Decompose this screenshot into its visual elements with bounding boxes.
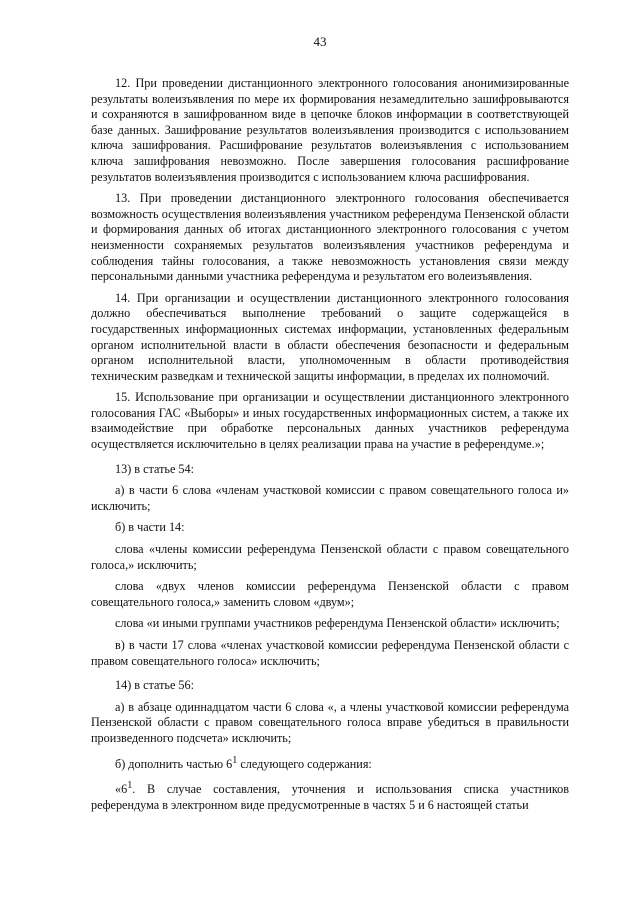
item-14-article-56: 14) в статье 56:	[115, 678, 194, 693]
item-a-paragraph-11: а) в абзаце одиннадцатом части 6 слова «, а члены участковой комиссии референдума Пензенской области с правом совещательного голоса вправе убедиться в правильности произведенного подсчета» исключить;	[91, 699, 569, 745]
item-b-text-start: б) дополнить частью 6	[115, 756, 233, 771]
words-clause-2: слова «двух членов комиссии референдума Пензенской области с правом совещательного голоса,» заменить словом «двум»;	[91, 579, 569, 609]
paragraph-15: 15. Использование при организации и осуществлении дистанционного электронного голосования ГАС «Выборы» и иных государственных информационных систем, а также их взаимодействие при обработке персональных данных участников референдума осуществляется исключительно в целях реализации права на участие в референдуме.»;	[91, 390, 569, 452]
item-b-text-end: следующего содержания:	[237, 756, 372, 771]
page-number: 43	[313, 34, 327, 49]
words-clause-3: слова «и иными группами участников референдума Пензенской области» исключить;	[115, 616, 560, 631]
superscript: 1	[232, 754, 238, 766]
new-part-start: «6	[115, 782, 128, 797]
document-body	[91, 76, 569, 813]
paragraph-12: 12. При проведении дистанционного электронного голосования анонимизированные результаты волеизъявления по мере их формирования незамедлительно зашифровываются и сохраняются в зашифрованном виде в цепочке блоков информации в соответствующей базе данных. Зашифрование результатов волеизъявления производится с использованием ключа зашифрования. Расшифрование результатов волеизъявления с использованием ключа зашифрования невозможно. После завершения голосования расшифрование результатов волеизъявления производится с использованием ключа расшифрования.	[91, 76, 569, 184]
item-b-add-part	[91, 753, 569, 773]
item-b-part-14: б) в части 14:	[115, 520, 185, 535]
words-clause-1: слова «члены комиссии референдума Пензенской области с правом совещательного голоса,» исключить;	[91, 542, 569, 572]
new-part-6-1	[91, 778, 569, 813]
item-13-article-54: 13) в статье 54:	[115, 461, 194, 476]
paragraph-14: 14. При организации и осуществлении дистанционного электронного голосования должно обеспечиваться выполнение требований о защите содержащейся в государственных информационных системах информации, установленных федеральным органом исполнительной власти в области обеспечения безопасности и федеральным органом исполнительной власти, уполномоченным в области противодействия техническим разведкам и технической защиты информации, в пределах их полномочий.	[91, 290, 569, 383]
item-v-part-17: в) в части 17 слова «членах участковой комиссии референдума Пензенской области с правом совещательного голоса» исключить;	[91, 638, 569, 668]
item-a-part-6: а) в части 6 слова «членам участковой комиссии с правом совещательного голоса и» исключить;	[91, 483, 569, 513]
new-part-text: . В случае составления, уточнения и использования списка участников референдума в электронном виде предусмотренные в частях 5 и 6 настоящей статьи	[91, 782, 569, 812]
superscript: 1	[127, 780, 133, 792]
paragraph-13: 13. При проведении дистанционного электронного голосования обеспечивается возможность осуществления волеизъявления участником референдума Пензенской области и формирования данных об итогах дистанционного электронного голосования с учетом неизменности сохраняемых результатов волеизъявления участников референдума и соблюдения тайны голосования, а также невозможность установления связи между персональными данными участника референдума и результатом его волеизъявления.	[91, 191, 569, 284]
